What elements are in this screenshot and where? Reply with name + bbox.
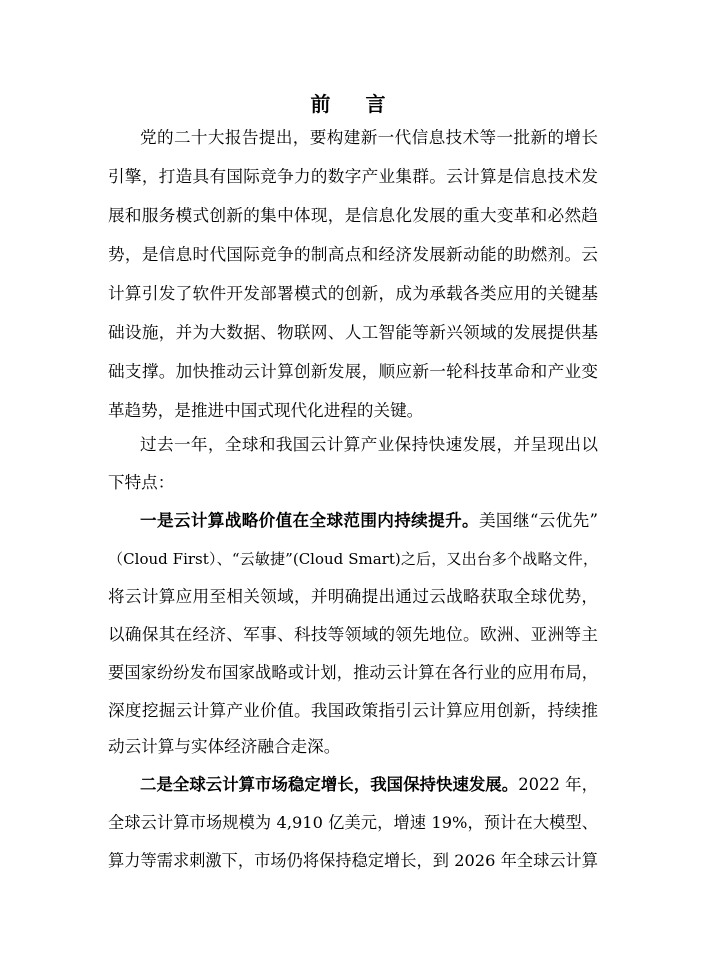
paragraph-line: 以确保其在经济、军事、科技等领域的领先地位。欧洲、亚洲等主 — [108, 625, 598, 644]
page-title: 前 言 — [310, 92, 400, 116]
paragraph-line: 础设施，并为大数据、物联网、人工智能等新兴领域的发展提供基 — [108, 323, 598, 342]
paragraph-line: 下特点： — [108, 473, 175, 492]
paragraph-line: 算力等需求刺激下，市场仍将保持稳定增长，到 2026 年全球云计算 — [108, 851, 598, 870]
paragraph-line: 计算引发了软件开发部署模式的创新，成为承载各类应用的关键基 — [108, 284, 598, 303]
paragraph-line: 础支撑。加快推动云计算创新发展，顺应新一轮科技革命和产业变 — [108, 362, 598, 381]
paragraph-line: 势，是信息时代国际竞争的制高点和经济发展新动能的助燃剂。云 — [108, 245, 598, 264]
bold-lead-text: 二是全球云计算市场稳定增长，我国保持快速发展。 — [140, 775, 519, 794]
paragraph-line: 党的二十大报告提出，要构建新一代信息技术等一批新的增长 — [140, 128, 598, 147]
paragraph-line: 将云计算应用至相关领域，并明确提出通过云战略获取全球优势， — [108, 587, 598, 606]
paragraph-line: 引擎，打造具有国际竞争力的数字产业集群。云计算是信息技术发 — [108, 167, 598, 186]
paragraph-line: 动云计算与实体经济融合走深。 — [108, 737, 341, 756]
paragraph-line: 要国家纷纷发布国家战略或计划，推动云计算在各行业的应用布局， — [108, 663, 598, 682]
bold-lead-text: 一是云计算战略价值在全球范围内持续提升。 — [140, 511, 479, 530]
paragraph-line: 深度挖掘云计算产业价值。我国政策指引云计算应用创新，持续推 — [108, 701, 598, 720]
paragraph-line: 展和服务模式创新的集中体现，是信息化发展的重大变革和必然趋 — [108, 206, 598, 225]
paragraph-line: 全球云计算市场规模为 4,910 亿美元，增速 19%，预计在大模型、 — [108, 813, 598, 832]
paragraph-line: （Cloud First）、“云敏捷”(Cloud Smart)之后，又出台多个战略文件， — [108, 550, 598, 568]
paragraph-line: 一是云计算战略价值在全球范围内持续提升。美国继“云优先” — [140, 511, 599, 530]
paragraph-line: 二是全球云计算市场稳定增长，我国保持快速发展。2022 年， — [140, 775, 598, 794]
paragraph-line: 过去一年，全球和我国云计算产业保持快速发展，并呈现出以 — [140, 435, 598, 454]
paragraph-line: 革趋势，是推进中国式现代化进程的关键。 — [108, 401, 424, 420]
